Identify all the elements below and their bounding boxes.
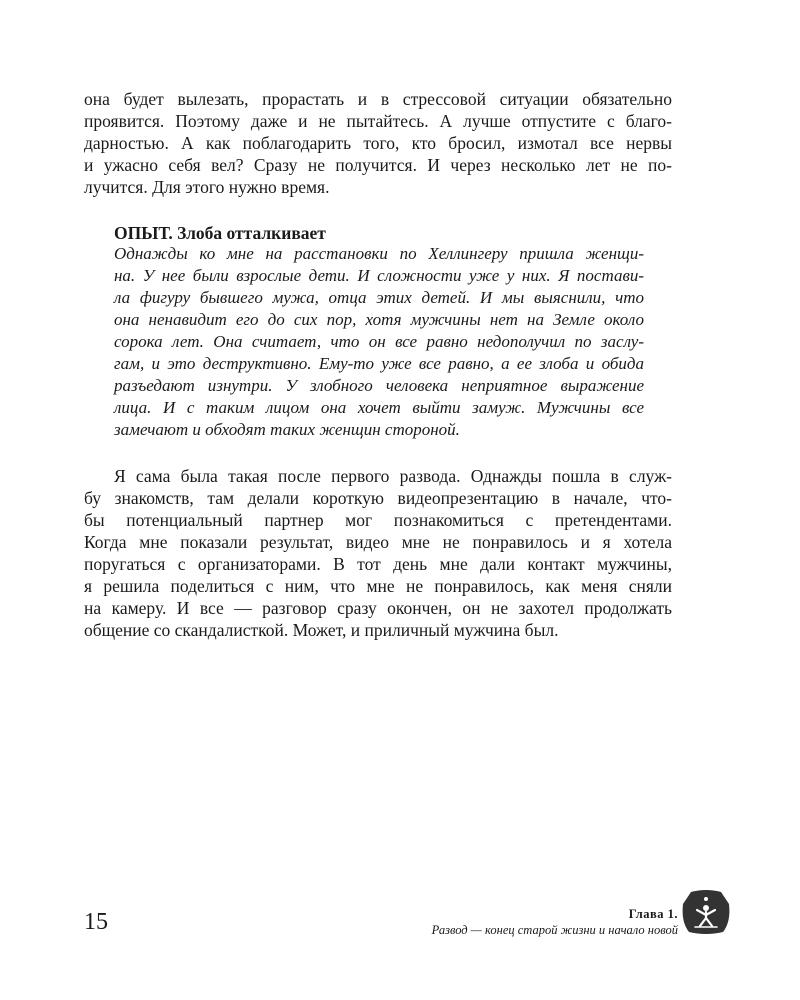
experience-line: на. У нее были взрослые дети. И сложности уже у них. Я постави- [114,266,644,285]
text-line: на камеру. И все — разговор сразу окончен, он не захотел продолжать [84,598,672,618]
experience-line: сорока лет. Она считает, что он все равно недополучил по заслу- [114,332,644,351]
page-number: 15 [84,909,108,935]
experience-line: гам, и это деструктивно. Ему-то уже все равно, а ее злоба и обида [114,354,644,373]
text-line: я решила поделиться с ним, что мне не понравилось, как меня сняли [84,576,672,596]
experience-line: она ненавидит его до сих пор, хотя мужчины нет на Земле около [114,310,644,329]
experience-line: Однажды ко мне на расстановки по Хеллингеру пришла женщи- [114,244,644,263]
text-line: дарностью. А как поблагодарить того, кто бросил, измотал все нервы [84,133,672,153]
text-line: Я сама была такая после первого развода. Однажды пошла в служ- [114,466,672,486]
experience-line: разъедают изнутри. У злобного человека неприятное выражение [114,376,644,395]
text-line: лучится. Для этого нужно время. [84,177,330,197]
chapter-label: Глава 1. [628,907,678,921]
chapter-emblem-icon [681,888,731,936]
text-line: бы потенциальный партнер мог познакомиться с претендентами. [84,510,672,530]
experience-line: лица. И с таким лицом она хочет выйти замуж. Мужчины все [114,398,644,417]
text-line: общение со скандалисткой. Может, и приличный мужчина был. [84,620,559,640]
experience-heading: ОПЫТ. Злоба отталкивает [114,223,326,243]
experience-line: замечают и обходят таких женщин стороной. [114,420,460,439]
text-line: она будет вылезать, прорастать и в стрессовой ситуации обязательно [84,89,672,109]
experience-line: ла фигуру бывшего мужа, отца этих детей. И мы выяснили, что [114,288,644,307]
text-line: и ужасно себя вел? Сразу не получится. И через несколько лет не по- [84,155,672,175]
text-line: проявится. Поэтому даже и не пытайтесь. А лучше отпустите с благо- [84,111,672,131]
text-line: бу знакомств, там делали короткую видеопрезентацию в начале, что- [84,488,672,508]
text-line: Когда мне показали результат, видео мне не понравилось и я хотела [84,532,672,552]
chapter-title: Развод — конец старой жизни и начало новой [431,923,678,937]
text-line: поругаться с организаторами. В тот день мне дали контакт мужчины, [84,554,672,574]
